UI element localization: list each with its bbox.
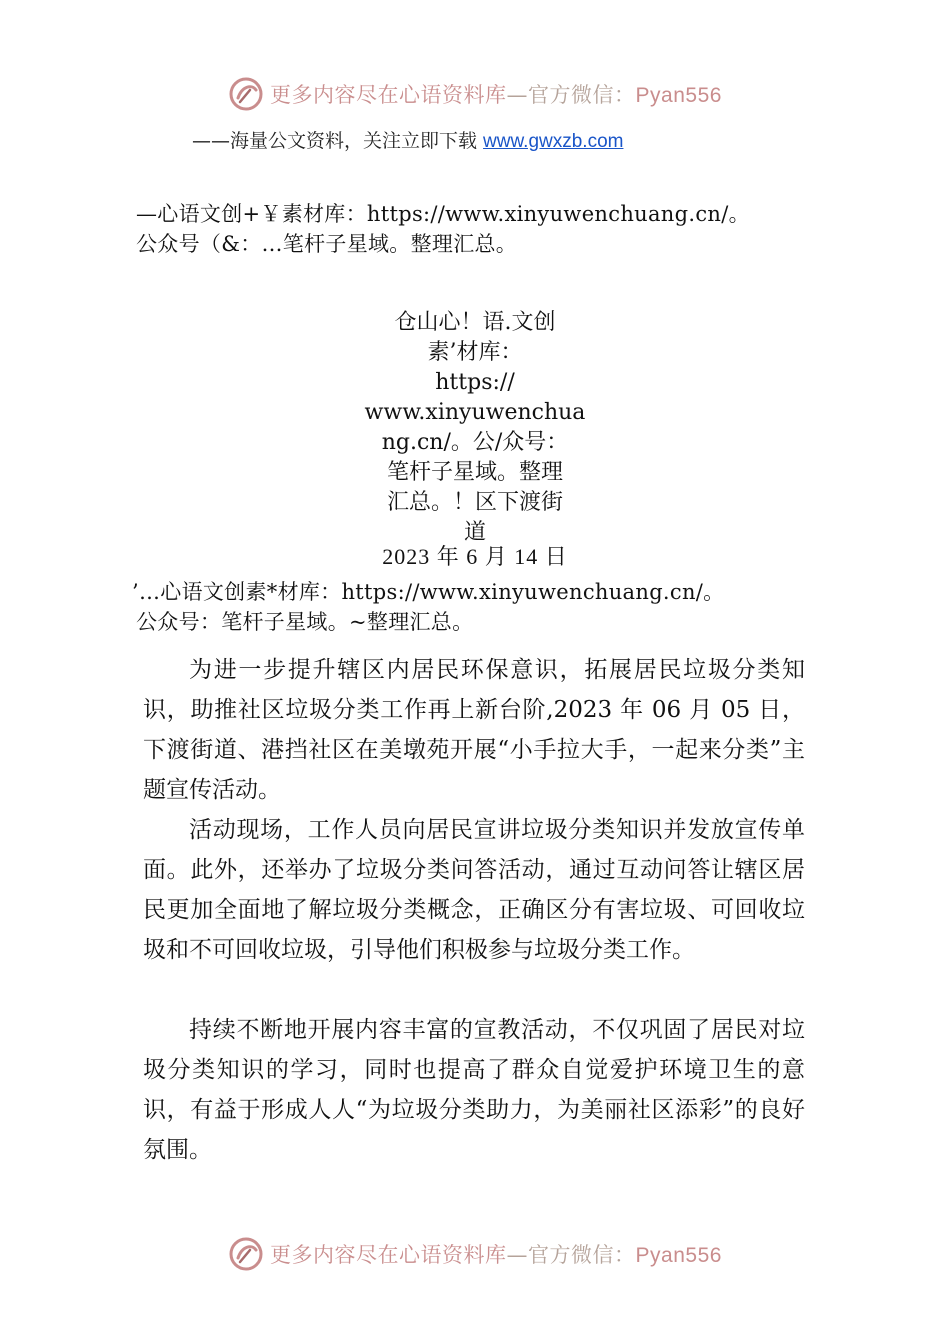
- footer-wx-id: Pyan556: [635, 1244, 722, 1267]
- title-line: 素’材库：: [427, 340, 523, 365]
- watermark-line-1: —心语文创+￥素材库：https://www.xinyuwenchuang.cn/。: [136, 202, 750, 226]
- paragraph-3: 持续不断地开展内容丰富的宣教活动，不仅巩固了居民对垃圾分类知识的学习，同时也提高了群众自觉爱护环境卫生的意识，有益于形成人人“为垃圾分类助力，为美丽社区添彩”的良好氛围。: [143, 1017, 805, 1163]
- header-dash: —: [506, 83, 529, 107]
- title-block: [335, 308, 615, 548]
- title-line: 汇总。！区下渡街: [386, 490, 563, 515]
- footer-banner: [0, 1232, 950, 1276]
- download-link[interactable]: www.gwxzb.com: [483, 131, 624, 152]
- footer-wx-label: 官方微信：: [528, 1243, 636, 1267]
- title-line: 仓山心！语.文创: [394, 310, 556, 335]
- logo-icon: [228, 76, 264, 112]
- header-banner: [0, 72, 950, 116]
- logo-icon: [228, 1236, 264, 1272]
- watermark-line-2: 公众号（&：…笔杆子星域。整理汇总。: [136, 232, 518, 256]
- header-wx-id: Pyan556: [635, 84, 722, 107]
- document-date: 2023 年 6 月 14 日: [382, 544, 568, 569]
- title-line: ng.cn/。公/众号：: [381, 430, 569, 455]
- footer-banner-text: [270, 1239, 722, 1269]
- footer-dash: —: [506, 1243, 529, 1267]
- paragraph-2: 活动现场，工作人员向居民宣讲垃圾分类知识并发放宣传单面。此外，还举办了垃圾分类问答活动，通过互动问答让辖区居民更加全面地了解垃圾分类概念，正确区分有害垃圾、可回收垃圾和不可回收垃圾，引导他们积极参与垃圾分类工作。: [143, 817, 805, 963]
- footer-promo: 更多内容尽在心语资料库: [270, 1243, 507, 1267]
- header-promo: 更多内容尽在心语资料库: [270, 83, 507, 107]
- title-line: www.xinyuwenchua: [364, 400, 586, 425]
- watermark-line-4: 公众号：笔杆子星域。~整理汇总。: [136, 610, 474, 634]
- subline-text: ——海量公文资料，关注立即下载: [192, 130, 484, 152]
- title-line: 笔杆子星域。整理: [386, 460, 563, 485]
- download-subline: [192, 126, 623, 153]
- title-line: https://: [435, 370, 515, 395]
- paragraph-1: 为进一步提升辖区内居民环保意识，拓展居民垃圾分类知识，助推社区垃圾分类工作再上新台阶,2023 年 06 月 05 日，下渡街道、港挡社区在美墩苑开展“小手拉大手，一起来分类”主题宣传活动。: [143, 657, 805, 803]
- header-banner-text: [270, 79, 722, 109]
- title-line: 道: [463, 520, 486, 545]
- header-wx-label: 官方微信：: [528, 83, 636, 107]
- watermark-line-3: ’…心语文创素*材库：https://www.xinyuwenchuang.cn/。: [132, 580, 725, 604]
